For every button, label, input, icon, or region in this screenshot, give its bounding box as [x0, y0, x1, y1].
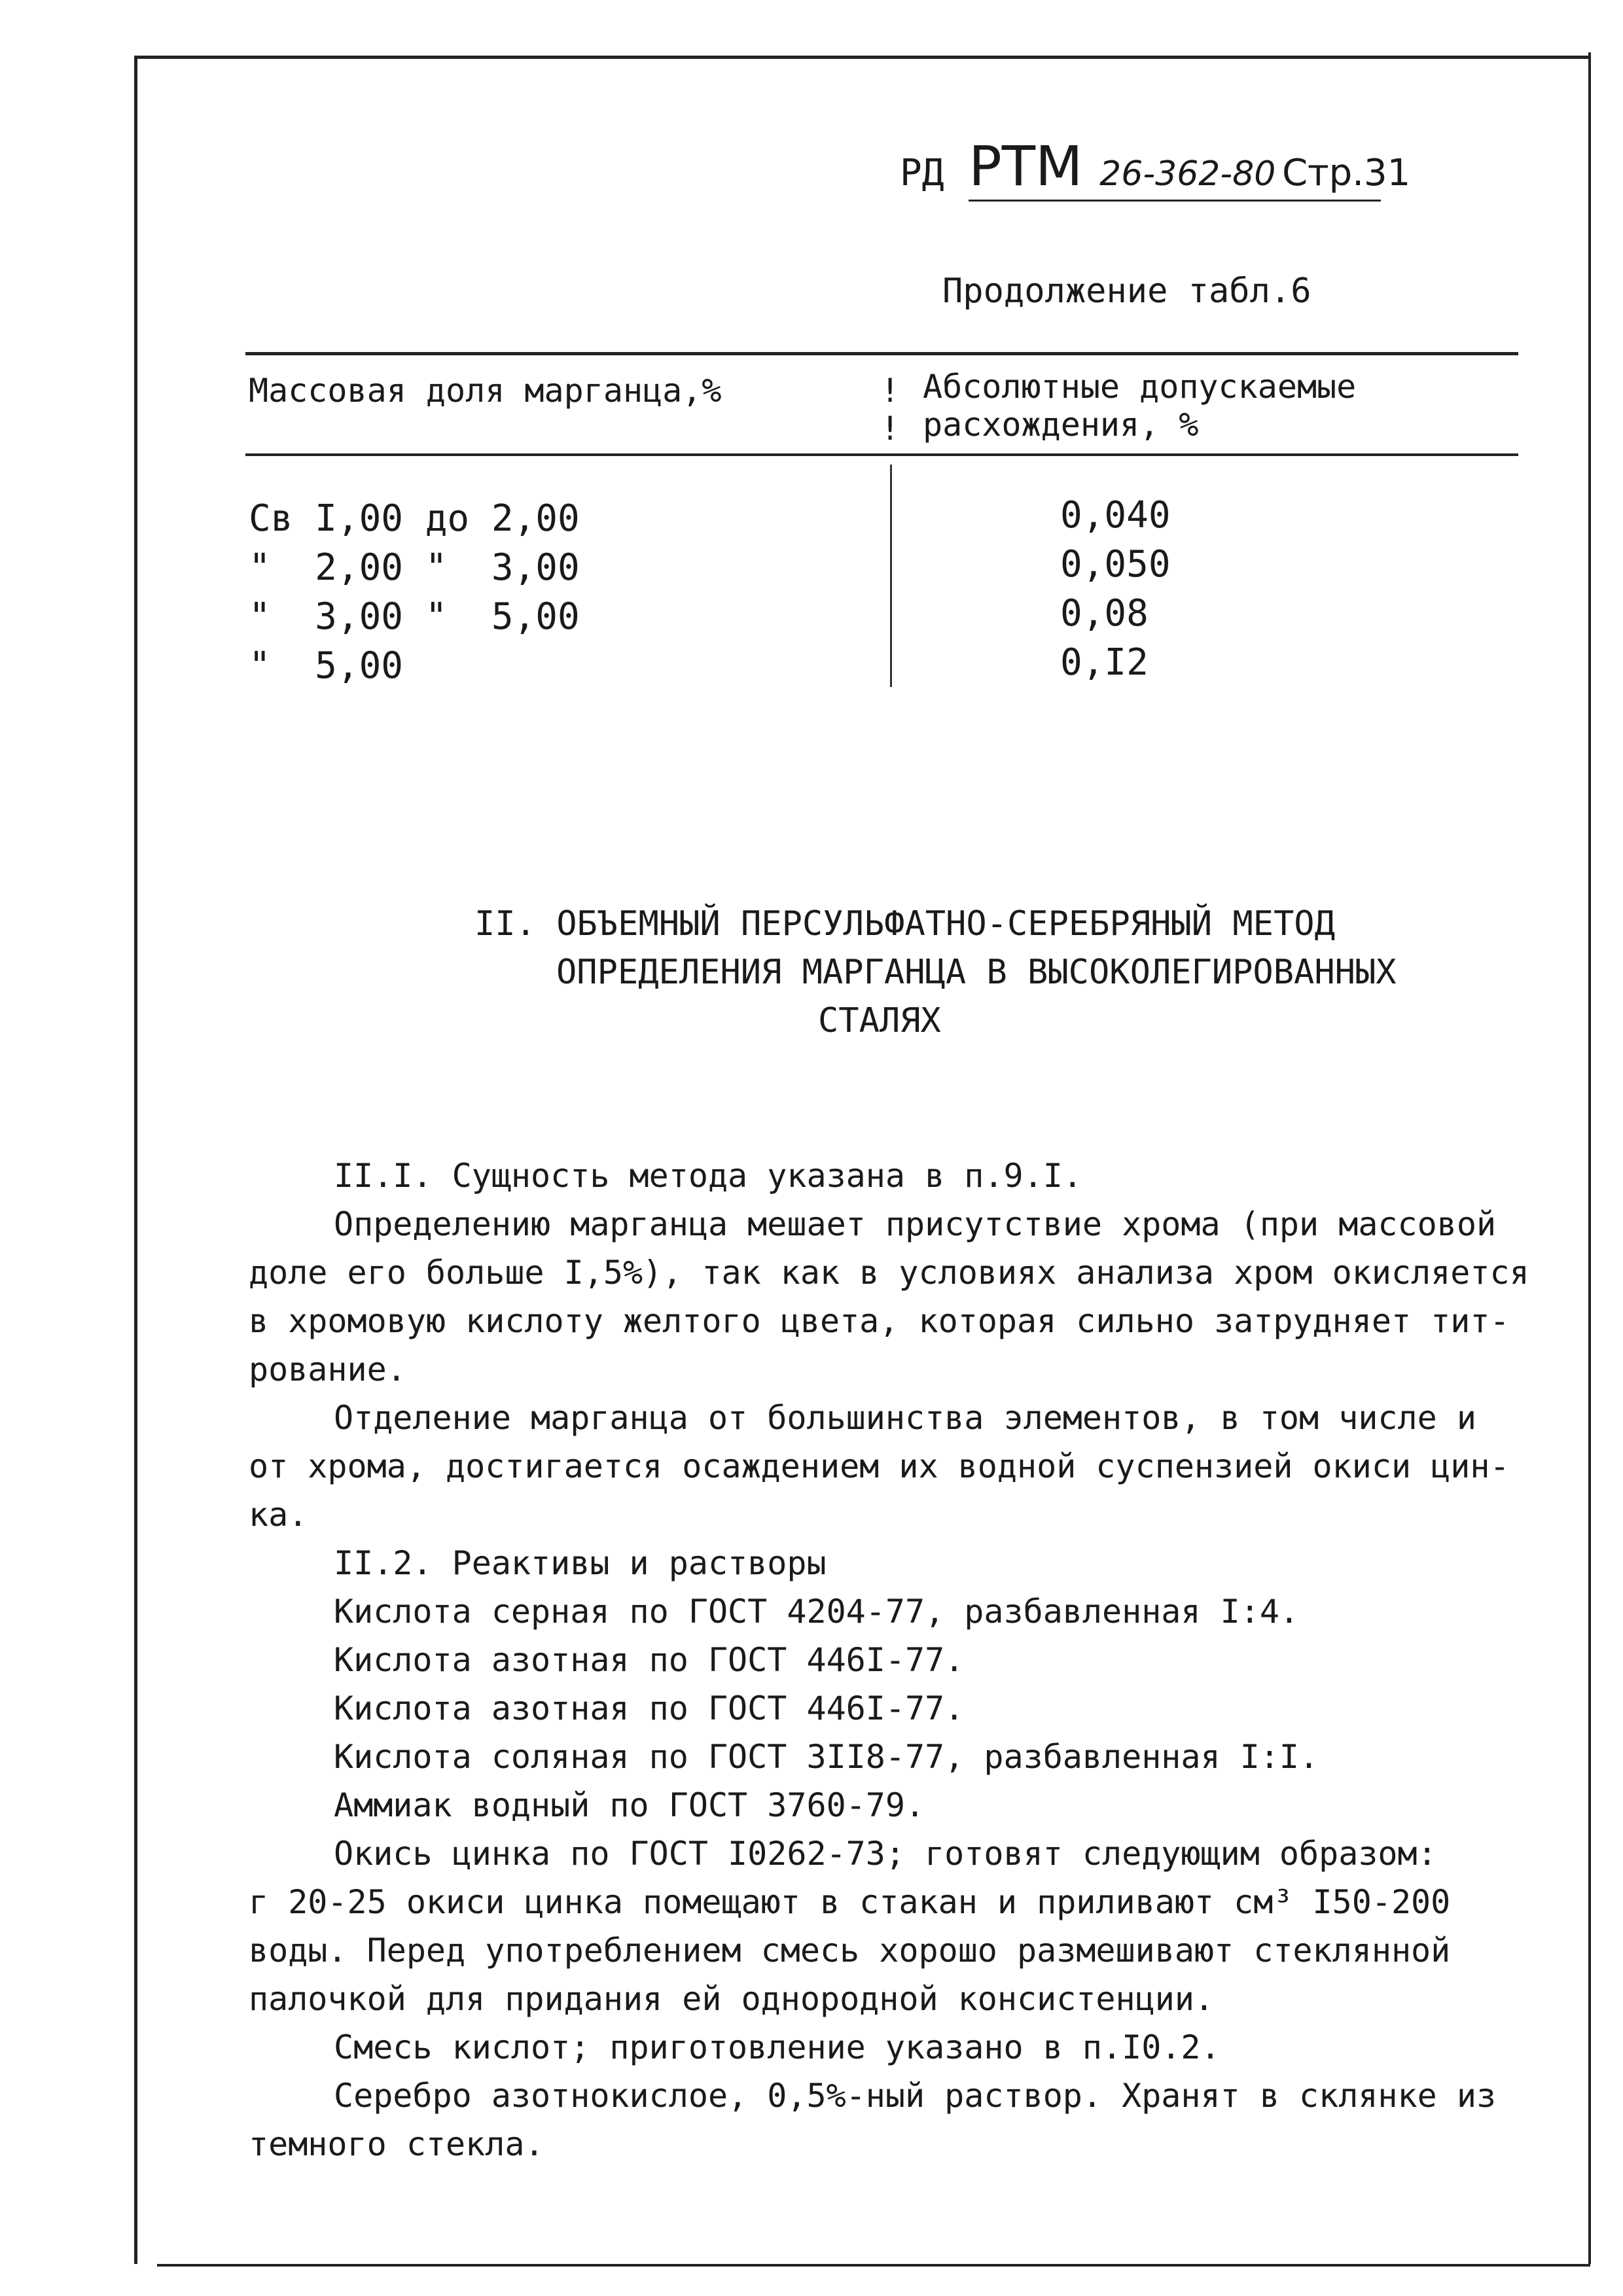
- paragraph-line: Определению марганца мешает присутствие хрома (при массовой: [334, 1205, 1497, 1243]
- paragraph-line: Кислота серная по ГОСТ 4204-77, разбавленная I:4.: [334, 1593, 1300, 1631]
- table-column-divider: [890, 465, 892, 687]
- table-header-separator: ! !: [880, 372, 901, 448]
- table-col2-header-line1: Абсолютные допускаемые: [923, 368, 1357, 406]
- section-title: [380, 900, 1492, 1045]
- page-frame-bottom: [157, 2264, 1590, 2267]
- header-doc-code: РТМ: [969, 134, 1083, 198]
- table-col1-header: Массовая доля марганца,%: [249, 372, 722, 410]
- paragraph-line: воды. Перед употреблением смесь хорошо размешивают стеклянной: [249, 1932, 1451, 1969]
- paragraph-line: рование.: [249, 1351, 406, 1388]
- header-prefix: РД: [900, 152, 944, 194]
- table-header-rule: [245, 453, 1518, 456]
- table-row-value: 0,040: [1060, 494, 1171, 537]
- page-frame-top: [134, 56, 1590, 59]
- table-row-value: 0,050: [1060, 543, 1171, 586]
- table-row-range: " 2,00 " 3,00: [249, 546, 580, 589]
- table-row-value: 0,08: [1060, 592, 1149, 635]
- paragraph-line: II.I. Сущность метода указана в п.9.I.: [334, 1157, 1082, 1195]
- table-continuation-caption: Продолжение табл.6: [942, 272, 1311, 311]
- paragraph-line: доле его больше I,5%), так как в условиях анализа хром окисляется: [249, 1254, 1529, 1292]
- paragraph-line: темного стекла.: [249, 2125, 544, 2163]
- table-row-range: " 5,00: [249, 645, 404, 687]
- page-frame-left: [134, 56, 137, 2264]
- paragraph-line: Смесь кислот; приготовление указано в п.I0.2.: [334, 2028, 1221, 2066]
- paragraph-line: Серебро азотнокислое, 0,5%-ный раствор. Хранят в склянке из: [334, 2077, 1497, 2115]
- paragraph-line: Кислота азотная по ГОСТ 446I-77.: [334, 1641, 965, 1679]
- paragraph-line: от хрома, достигается осаждением их водной суспензией окиси цин-: [249, 1447, 1510, 1485]
- table-row-range: Св I,00 до 2,00: [249, 497, 580, 540]
- paragraph-line: ка.: [249, 1496, 308, 1534]
- paragraph-line: в хромовую кислоту желтого цвета, которая сильно затрудняет тит-: [249, 1302, 1510, 1340]
- paragraph-line: палочкой для придания ей однородной консистенции.: [249, 1980, 1215, 2018]
- header-page-label: Стр.31: [1281, 152, 1411, 194]
- paragraph-line: г 20-25 окиси цинка помещают в стакан и приливают см³ I50-200: [249, 1883, 1451, 1921]
- table-row-value: 0,I2: [1060, 641, 1149, 684]
- section-title-line1: II. ОБЪЕМНЫЙ ПЕРСУЛЬФАТНО-СЕРЕБРЯНЫЙ МЕТОД: [474, 904, 1335, 944]
- document-header: [900, 134, 1410, 198]
- table-col2-header: [923, 368, 1356, 444]
- section-title-line3: СТАЛЯХ: [818, 1001, 941, 1040]
- header-doc-number: 26-362-80: [1099, 154, 1276, 194]
- table-top-rule: [245, 352, 1518, 355]
- paragraph-line: Кислота азотная по ГОСТ 446I-77.: [334, 1689, 965, 1727]
- header-underline: [969, 200, 1381, 202]
- table-col2-header-line2: расхождения, %: [923, 406, 1199, 444]
- paragraph-line: Окись цинка по ГОСТ I0262-73; готовят следующим образом:: [334, 1835, 1437, 1873]
- section-title-line2: ОПРЕДЕЛЕНИЯ МАРГАНЦА В ВЫСОКОЛЕГИРОВАННЫХ: [556, 953, 1397, 992]
- table-row-range: " 3,00 " 5,00: [249, 595, 580, 638]
- page-frame-right: [1588, 52, 1591, 2264]
- paragraph-line: Отделение марганца от большинства элементов, в том числе и: [334, 1399, 1476, 1437]
- paragraph-line: II.2. Реактивы и растворы: [334, 1544, 827, 1582]
- paragraph-line: Аммиак водный по ГОСТ 3760-79.: [334, 1786, 925, 1824]
- body-text: [249, 1152, 1571, 2168]
- paragraph-line: Кислота соляная по ГОСТ 3II8-77, разбавленная I:I.: [334, 1738, 1319, 1776]
